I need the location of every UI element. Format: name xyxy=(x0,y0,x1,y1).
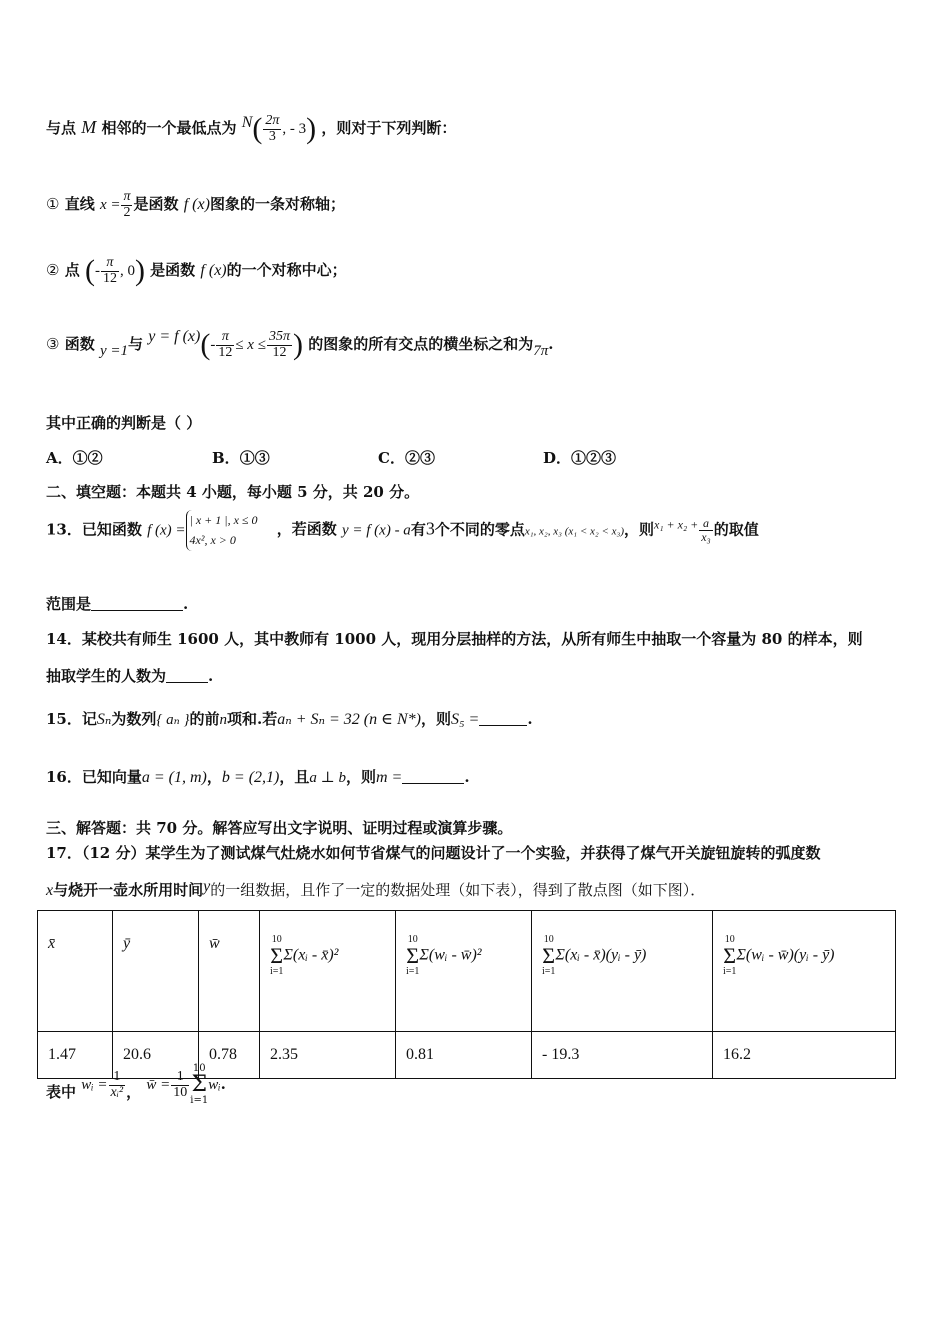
piecewise-brace: | x + 1 |, x ≤ 0 4x², x > 0 xyxy=(186,510,258,551)
q16-line: 16．已知向量a = (1, m)，b = (2,1)，且a ⊥ b，则m = . xyxy=(46,768,470,786)
question-stem: 其中正确的判断是（ ） xyxy=(46,414,202,432)
q13-line1: 13．已知函数 f (x) = | x + 1 |, x ≤ 0 4x², x > 0 ，若函数 y = f (x) - a有3个不同的零点x₁, x₂, x₃ (x₁ < x₂ < x₃)，则$^{x_1 + x_2 +}$ $\frac{a}{\text{x₃}}$ 的取值 xyxy=(46,510,759,551)
table-header-cell: 10 Σ i=1Σ(wᵢ - w̄)² xyxy=(396,911,532,1032)
table-cell: 0.81 xyxy=(396,1032,532,1079)
option-a: A．①② xyxy=(46,449,103,467)
q13-line2: 范围是 . xyxy=(46,595,189,613)
table-cell: 1.47 xyxy=(38,1032,113,1079)
section-3-heading: 三、解答题：共 70 分。解答应写出文字说明、证明过程或演算步骤。 xyxy=(46,819,513,837)
answer-blank[interactable] xyxy=(402,769,464,784)
table-note: 表中 wᵢ = $\frac{1}{\text{xᵢ²}}$ ， w̄ = $\frac{1}{10}$ 10 Σ i=1wᵢ. xyxy=(46,1063,226,1106)
table-header-cell: x̄ xyxy=(38,911,113,1032)
table-header-cell: 10 Σ i=1Σ(xᵢ - x̄)² xyxy=(260,911,396,1032)
answer-blank[interactable] xyxy=(91,596,183,611)
var-m: M xyxy=(81,117,97,137)
var-n: N xyxy=(241,114,253,131)
q14-line2: 抽取学生的人数为 . xyxy=(46,667,214,685)
judgment-3: ③ 函数 y =1与 y = f (x)(- $\frac{\pi}{12}$ ≤ x ≤ $\frac{35\pi}{12}$ ) 的图象的所有交点的横坐标之和为7π. xyxy=(46,328,554,361)
q17-line2: x与烧开一壶水所用时间y的一组数据，且作了一定的数据处理（如下表），得到了散点图（如下图）． xyxy=(46,878,706,899)
option-d: D．①②③ xyxy=(543,449,617,467)
table-header-cell: w̄ xyxy=(199,911,260,1032)
q15-line: 15．记Sₙ为数列{ aₙ }的前n项和.若aₙ + Sₙ = 32 (n ∈ N*)，则S₅ = . xyxy=(46,710,533,728)
intro-line: 与点 M 相邻的一个最低点为 N( $\frac{2\pi}{3}$ , - 3) ，则对于下列判断： xyxy=(46,112,457,145)
section-2-heading: 二、填空题：本题共 4 小题，每小题 5 分，共 20 分。 xyxy=(46,483,420,501)
table-header-row xyxy=(38,911,896,1032)
table-cell: - 19.3 xyxy=(532,1032,713,1079)
table-cell: 20.6 xyxy=(113,1032,199,1079)
option-c: C．②③ xyxy=(378,449,435,467)
q17-line1: 17．（12 分）某学生为了测试煤气灶烧水如何节省煤气的问题设计了一个实验，并获得了煤气开关旋钮旋转的弧度数 xyxy=(46,844,821,862)
table-header-cell: ȳ xyxy=(113,911,199,1032)
q14-line1: 14．某校共有师生 1600 人，其中教师有 1000 人，现用分层抽样的方法，从所有师生中抽取一个容量为 80 的样本，则 xyxy=(46,630,863,648)
judgment-2: ② 点 (- $\frac{\pi}{12}$ , 0) 是函数 f (x)的一个对称中心； xyxy=(46,254,347,287)
n-fraction: $\frac{2\pi}{3}$ xyxy=(265,112,280,144)
answer-blank[interactable] xyxy=(166,668,208,683)
answer-blank[interactable] xyxy=(479,711,527,726)
table-header-cell: 10 Σ i=1Σ(wᵢ - w̄)(yᵢ - ȳ) xyxy=(713,911,896,1032)
table-header-cell: 10 Σ i=1Σ(xᵢ - x̄)(yᵢ - ȳ) xyxy=(532,911,713,1032)
table-cell: 16.2 xyxy=(713,1032,896,1079)
data-table xyxy=(37,910,896,1079)
table-cell: 2.35 xyxy=(260,1032,396,1079)
table-cell: 0.78 xyxy=(199,1032,260,1079)
judgment-1: ① 直线 x = $\frac{\pi}{2}$ 是函数 f (x)图象的一条对称轴； xyxy=(46,189,345,220)
option-b: B．①③ xyxy=(212,449,270,467)
